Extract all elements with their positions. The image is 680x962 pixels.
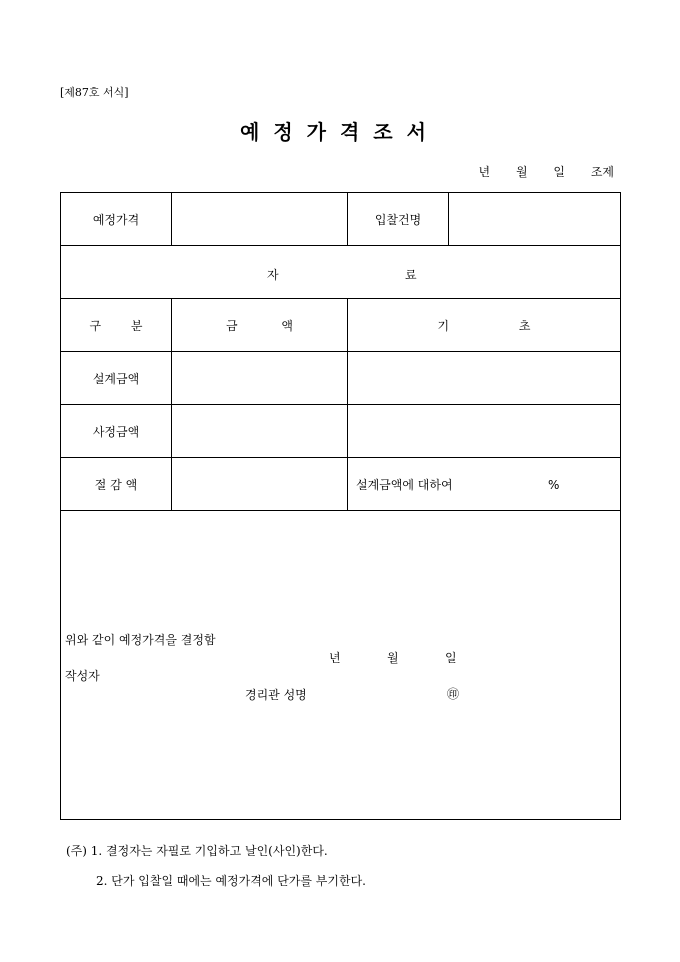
estimate-table xyxy=(60,192,621,820)
declaration-day: 일 xyxy=(445,651,457,665)
preparation-date xyxy=(479,163,614,180)
data-header-row xyxy=(61,246,621,299)
officer-name-label: 경리관 성명 xyxy=(245,688,307,702)
reduction-basis xyxy=(348,458,621,511)
reduction-amount-field[interactable] xyxy=(172,458,348,511)
declaration-row xyxy=(61,511,621,820)
assessed-amount-basis-field[interactable] xyxy=(348,405,621,458)
bid-name-label: 입찰건명 xyxy=(348,193,449,246)
amount-char-1: 금 xyxy=(225,318,238,333)
category-char-2: 분 xyxy=(130,318,143,333)
declaration-area xyxy=(61,511,621,820)
data-header-char-2: 료 xyxy=(405,268,417,282)
date-day-label: 일 xyxy=(553,165,565,179)
form-number: [제87호 서식] xyxy=(60,86,129,99)
footnotes xyxy=(66,836,366,896)
declaration-statement: 위와 같이 예정가격을 결정함 xyxy=(65,633,216,647)
data-header-char-1: 자 xyxy=(267,268,279,282)
column-header-row xyxy=(61,299,621,352)
basis-char-2: 초 xyxy=(518,318,531,333)
reduction-basis-unit: % xyxy=(548,478,560,492)
estimated-price-label: 예정가격 xyxy=(61,193,172,246)
assessed-amount-label: 사정금액 xyxy=(61,405,172,458)
header-row xyxy=(61,193,621,246)
design-amount-field[interactable] xyxy=(172,352,348,405)
category-header xyxy=(61,299,172,352)
data-header xyxy=(61,246,621,299)
assessed-amount-row xyxy=(61,405,621,458)
bid-name-field[interactable] xyxy=(449,193,621,246)
amount-header xyxy=(172,299,348,352)
reduction-row xyxy=(61,458,621,511)
note-1: (주) 1. 결정자는 자필로 기입하고 날인(사인)한다. xyxy=(66,844,328,858)
page-title: 예정가격조서 xyxy=(240,120,440,144)
date-suffix-label: 조제 xyxy=(590,165,614,179)
seal-mark[interactable]: ㊞ xyxy=(447,687,460,701)
design-amount-row xyxy=(61,352,621,405)
note-2: 2. 단가 입찰일 때에는 예정가격에 단가를 부기한다. xyxy=(96,874,366,888)
date-month-label: 월 xyxy=(515,165,528,179)
basis-char-1: 기 xyxy=(437,318,450,333)
reduction-basis-prefix: 설계금액에 대하여 xyxy=(356,477,453,492)
amount-char-2: 액 xyxy=(281,318,293,333)
assessed-amount-field[interactable] xyxy=(172,405,348,458)
estimated-price-field[interactable] xyxy=(172,193,348,246)
design-amount-basis-field[interactable] xyxy=(348,352,621,405)
declaration-month: 월 xyxy=(387,651,399,665)
category-char-1: 구 xyxy=(89,318,102,333)
design-amount-label: 설계금액 xyxy=(61,352,172,405)
author-label: 작성자 xyxy=(65,669,100,683)
basis-header xyxy=(348,299,621,352)
declaration-year: 년 xyxy=(329,651,341,665)
reduction-label: 절 감 액 xyxy=(61,458,172,511)
date-year-label: 년 xyxy=(478,165,491,179)
